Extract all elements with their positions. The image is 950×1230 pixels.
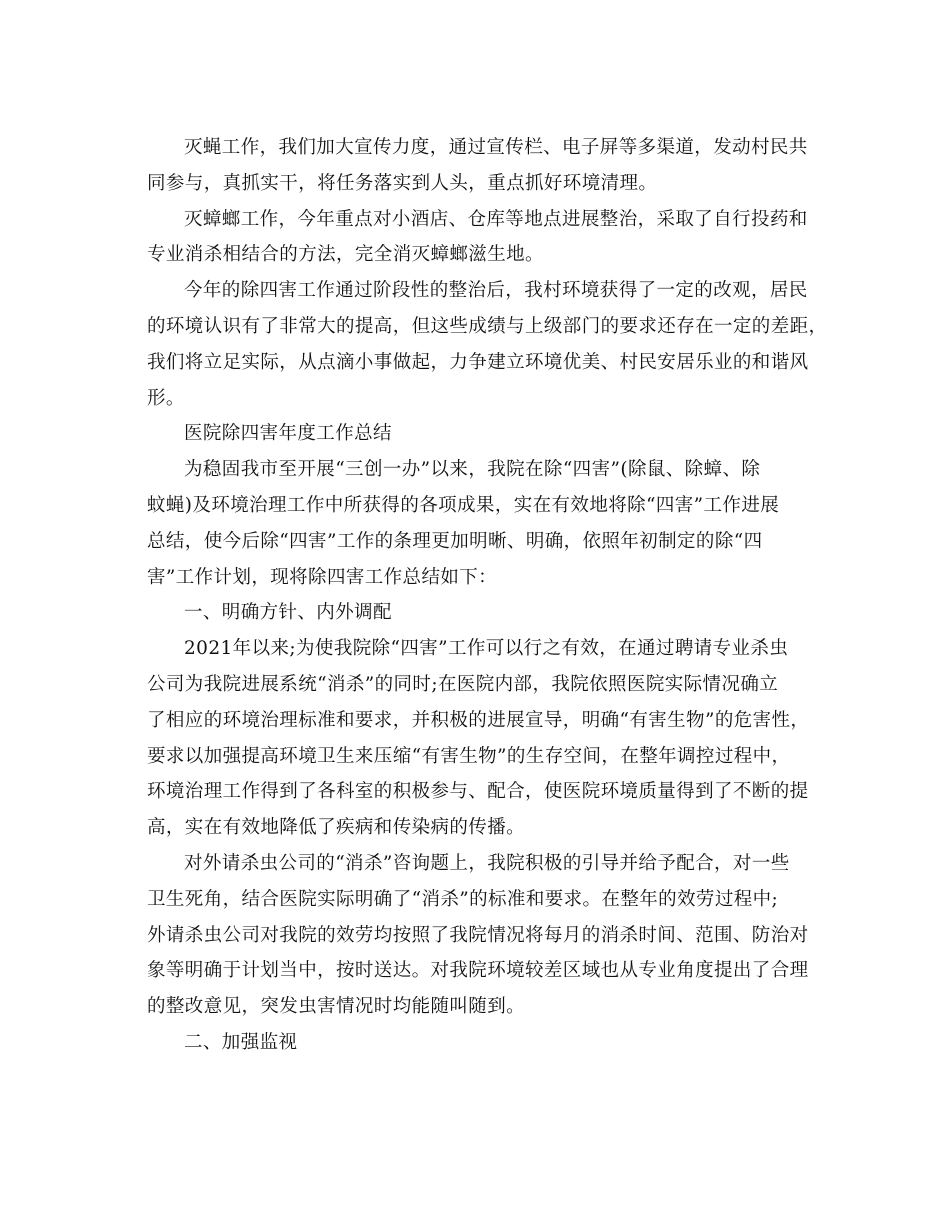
text-line: 二、加强监视 — [184, 1031, 298, 1053]
text-line: 专业消杀相结合的方法，完全消灭蟑螂滋生地。 — [147, 244, 544, 266]
text-line: 环境治理工作得到了各科室的积极参与、配合，使医院环境质量得到了不断的提 — [147, 781, 809, 803]
text-line: 医院除四害年度工作总结 — [184, 423, 392, 445]
text-line: 的整改意见，突发虫害情况时均能随叫随到。 — [147, 996, 526, 1018]
text-line: 蚊蝇)及环境治理工作中所获得的各项成果，实在有效地将除“四害”工作进展 — [147, 494, 780, 516]
text-line: 的环境认识有了非常大的提高，但这些成绩与上级部门的要求还存在一定的差距， — [147, 315, 828, 337]
text-line: 公司为我院进展系统“消杀”的同时;在医院内部，我院依照医院实际情况确立 — [147, 673, 779, 695]
text-line: 形。 — [147, 387, 185, 409]
text-line: 对外请杀虫公司的“消杀”咨询题上，我院积极的引导并给予配合，对一些 — [184, 852, 790, 874]
text-line: 灭蝇工作，我们加大宣传力度，通过宣传栏、电子屏等多渠道，发动村民共 — [184, 137, 808, 158]
text-line: 灭蟑螂工作，今年重点对小酒店、仓库等地点进展整治，采取了自行投药和 — [184, 208, 808, 230]
text-line: 2021年以来;为使我院除“四害”工作可以行之有效，在通过聘请专业杀虫 — [184, 638, 789, 660]
text-line: 高，实在有效地降低了疾病和传染病的传播。 — [147, 817, 526, 839]
text-line: 为稳固我市至开展“三创一办”以来，我院在除“四害”(除鼠、除蟑、除 — [184, 459, 761, 481]
text-line: 象等明确于计划当中，按时送达。对我院环境较差区域也从专业角度提出了合理 — [147, 960, 809, 982]
text-line: 一、明确方针、内外调配 — [184, 602, 392, 624]
text-line: 我们将立足实际，从点滴小事做起，力争建立环境优美、村民安居乐业的和谐风 — [147, 351, 809, 373]
text-line: 要求以加强提高环境卫生来压缩“有害生物”的生存空间，在整年调控过程中， — [147, 745, 791, 767]
text-line: 今年的除四害工作通过阶段性的整治后，我村环境获得了一定的改观，居民 — [184, 280, 808, 302]
text-line: 害”工作计划，现将除四害工作总结如下： — [147, 566, 498, 588]
text-line: 外请杀虫公司对我院的效劳均按照了我院情况将每月的消杀时间、范围、防治对 — [147, 924, 809, 946]
text-line: 卫生死角，结合医院实际明确了“消杀”的标准和要求。在整年的效劳过程中; — [147, 888, 779, 910]
text-line: 总结，使今后除“四害”工作的条理更加明晰、明确，依照年初制定的除“四 — [147, 530, 763, 552]
text-line: 同参与，真抓实干，将任务落实到人头，重点抓好环境清理。 — [147, 172, 658, 194]
document-body — [147, 130, 828, 1061]
text-line: 了相应的环境治理标准和要求，并积极的进展宣导，明确“有害生物”的危害性， — [147, 709, 810, 731]
